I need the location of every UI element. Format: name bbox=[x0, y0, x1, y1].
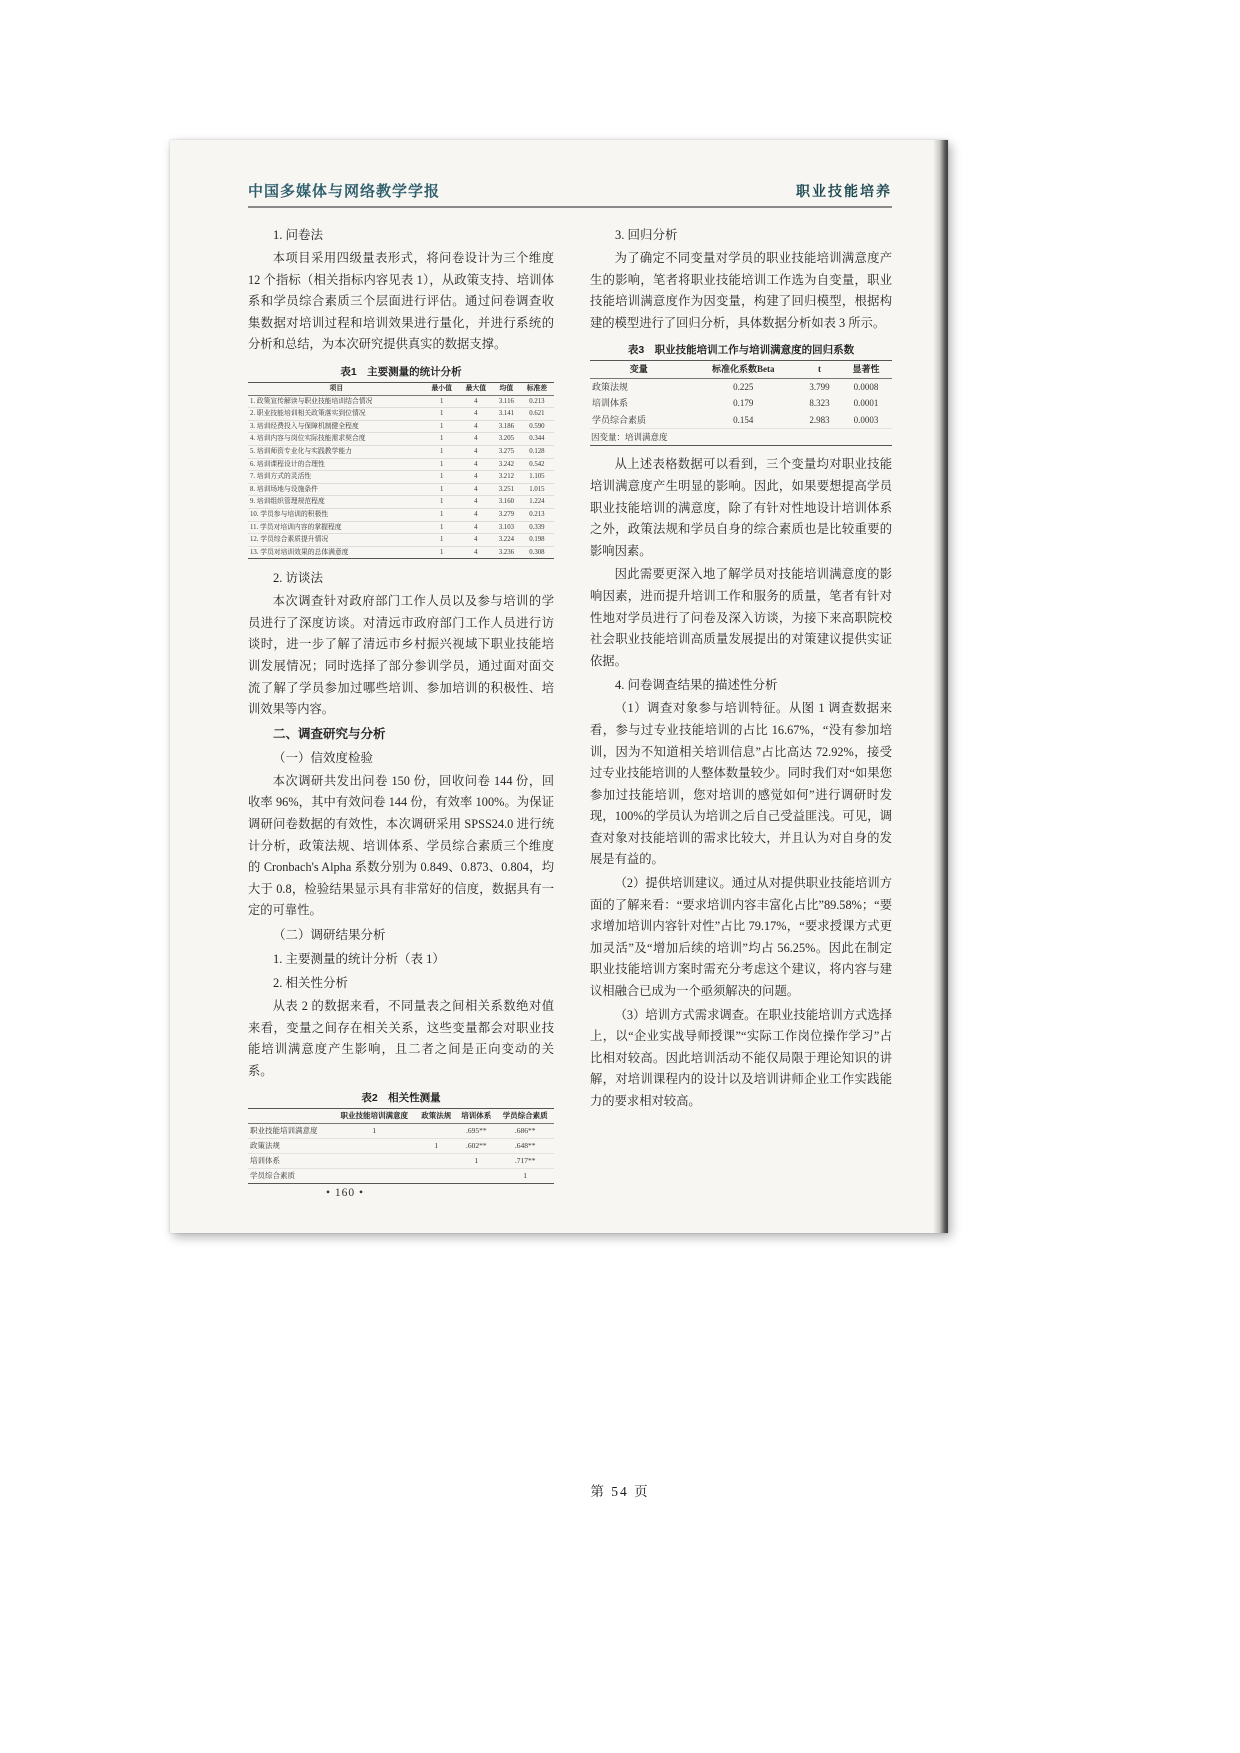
paragraph: 本次调研共发出问卷 150 份，回收问卷 144 份，回收率 96%，其中有效问卷 144 份，有效率 100%。为保证调研问卷数据的有效性，本次调研采用 SPSS24.0 进行统计分析，政策法规、培训体系、学员综合素质三个维度的 Cronbach's Alpha 系数分别为 0.849、0.873、0.804，均大于 0.8，检验结果显示具有非常好的信度，数据具有一定的可靠性。 bbox=[248, 773, 554, 918]
column-header bbox=[248, 1109, 332, 1124]
table-cell: 0.0003 bbox=[853, 414, 879, 425]
table-cell: 4 bbox=[459, 534, 493, 547]
table-cell: 政策法规 bbox=[592, 381, 629, 392]
table-row bbox=[248, 408, 554, 421]
heading-descriptive-analysis: 4. 问卷调查结果的描述性分析 bbox=[615, 678, 778, 693]
table2-title: 表2 相关性测量 bbox=[361, 1092, 441, 1105]
table-cell: 3.212 bbox=[493, 471, 520, 484]
table-row bbox=[590, 395, 892, 412]
table-cell: 1.224 bbox=[520, 496, 554, 509]
table-cell: 1 bbox=[425, 508, 459, 521]
column-header: 最小值 bbox=[425, 382, 459, 395]
table-cell: 1.015 bbox=[520, 483, 554, 496]
table-cell: 政策法规 bbox=[248, 1139, 332, 1154]
book-spine-shadow bbox=[933, 140, 948, 1233]
page-content bbox=[248, 180, 892, 1217]
table-row bbox=[248, 521, 554, 534]
left-column bbox=[248, 222, 554, 1192]
table-cell: 培训体系 bbox=[248, 1154, 332, 1169]
table-row bbox=[248, 471, 554, 484]
table-2-correlation bbox=[248, 1108, 554, 1184]
column-header: 标准化系数Beta bbox=[687, 361, 799, 379]
heading-regression-analysis: 3. 回归分析 bbox=[615, 228, 678, 242]
table-row bbox=[590, 378, 892, 395]
table-cell: 8.323 bbox=[809, 398, 830, 409]
heading-interview-method: 2. 访谈法 bbox=[273, 571, 324, 586]
table-cell: 3.141 bbox=[493, 408, 520, 421]
table-cell: 0.179 bbox=[733, 398, 754, 409]
table-cell: 0.344 bbox=[520, 433, 554, 446]
paragraph: （1）调查对象参与培训特征。从图 1 调查数据来看，参与过专业技能培训的占比 16.67%，“没有参加培训，因为不知道相关培训信息”占比高达 72.92%，接受过专业技能培训的人整体数量较少。同时我们对“如果您参加过技能培训，您对培训的感觉如何”进行调研时发现，100%的学员认为培训之后自己受益匪浅。可见，调查对象对技能培训的需求比较大，并且认为对自身的发展是有益的。 bbox=[590, 701, 892, 867]
paragraph: 本次调查针对政府部门工作人员以及参与培训的学员进行了深度访谈。对清远市政府部门工作人员进行访谈时，进一步了解了清远市乡村振兴视域下职业技能培训发展情况；同时选择了部分参训学员，通过面对面交流了解了学员参加过哪些培训、参加培训的积极性、培训效果等内容。 bbox=[248, 594, 554, 717]
table-cell: 4 bbox=[459, 420, 493, 433]
table-cell: 1 bbox=[425, 458, 459, 471]
table-header-row bbox=[248, 1109, 554, 1124]
table-cell: 4. 培训内容与岗位实际技能需求契合度 bbox=[248, 433, 425, 446]
column-header: 变量 bbox=[590, 361, 687, 379]
table-cell: .717** bbox=[496, 1154, 554, 1169]
table-cell: .695** bbox=[456, 1124, 496, 1139]
table-cell: 4 bbox=[459, 408, 493, 421]
heading-main-statistics: 1. 主要测量的统计分析（表 1） bbox=[273, 952, 445, 966]
table-cell: 1.105 bbox=[520, 471, 554, 484]
section-title: 职业技能培养 bbox=[796, 183, 892, 199]
table-cell: 1 bbox=[425, 433, 459, 446]
table-cell: 7. 培训方式的灵活性 bbox=[248, 471, 425, 484]
table-cell: 1 bbox=[425, 534, 459, 547]
table-row bbox=[248, 445, 554, 458]
table-cell: 0.213 bbox=[520, 395, 554, 408]
table-cell: 13. 学员对培训效果的总体满意度 bbox=[248, 546, 425, 559]
paragraph: （2）提供培训建议。通过从对提供职业技能培训方面的了解来看：“要求培训内容丰富化占比”89.58%；“要求增加培训内容针对性”占比 79.17%，“要求授课方式更加灵活”及“增加后续的培训”均占 56.25%。因此在制定职业技能培训方案时需充分考虑这个建议，将内容与建议相融合已成为一个亟须解决的问题。 bbox=[590, 876, 892, 999]
column-header: 最大值 bbox=[459, 382, 493, 395]
table-row bbox=[248, 546, 554, 559]
table-cell: 9. 培训组织管理规范程度 bbox=[248, 496, 425, 509]
two-column-layout bbox=[248, 222, 892, 1192]
table-3-regression bbox=[590, 360, 892, 446]
heading-reliability-validity: （一）信效度检验 bbox=[273, 750, 374, 765]
table-cell: 6. 培训课程设计的合理性 bbox=[248, 458, 425, 471]
table-cell: 1. 政策宣传解读与职业技能培训结合情况 bbox=[248, 395, 425, 408]
table-cell bbox=[332, 1154, 416, 1169]
table-row bbox=[248, 458, 554, 471]
table-cell: 0.154 bbox=[733, 414, 754, 425]
paragraph: 本项目采用四级量表形式，将问卷设计为三个维度 12 个指标（相关指标内容见表 1），从政策支持、培训体系和学员综合素质三个层面进行评估。通过问卷调查收集数据对培训过程和培训效果进行量化，并进行系统的分析和总结，为本次研究提供真实的数据支撑。 bbox=[248, 251, 554, 352]
column-header: 标准差 bbox=[520, 382, 554, 395]
table-cell: 4 bbox=[459, 445, 493, 458]
paragraph: 为了确定不同变量对学员的职业技能培训满意度产生的影响，笔者将职业技能培训工作选为自变量，职业技能培训满意度作为因变量，构建了回归模型，根据构建的模型进行了回归分析，具体数据分析如表 3 所示。 bbox=[590, 251, 892, 330]
column-header: 学员综合素质 bbox=[496, 1109, 554, 1124]
table-cell: 11. 学员对培训内容的掌握程度 bbox=[248, 521, 425, 534]
table-cell: 3.251 bbox=[493, 483, 520, 496]
right-column bbox=[590, 222, 892, 1192]
table-cell: 3.160 bbox=[493, 496, 520, 509]
table-cell: 4 bbox=[459, 433, 493, 446]
table-3-regression-grid bbox=[590, 360, 892, 428]
table-row bbox=[248, 496, 554, 509]
table-row bbox=[248, 420, 554, 433]
table3-title: 表3 职业技能培训工作与培训满意度的回归系数 bbox=[627, 344, 855, 357]
table1-title: 表1 主要测量的统计分析 bbox=[340, 365, 462, 378]
table-cell: 职业技能培训满意度 bbox=[248, 1124, 332, 1139]
table-cell: 0.0008 bbox=[853, 381, 879, 392]
table-cell: 3.279 bbox=[493, 508, 520, 521]
table-cell: 1 bbox=[425, 496, 459, 509]
table-cell: 8. 培训场地与设施条件 bbox=[248, 483, 425, 496]
table-cell bbox=[456, 1169, 496, 1184]
heading-questionnaire-method: 1. 问卷法 bbox=[273, 228, 324, 242]
column-header: t bbox=[799, 361, 840, 379]
table-1-statistics-grid bbox=[248, 382, 554, 559]
table-cell: 1 bbox=[425, 395, 459, 408]
table-cell: .648** bbox=[496, 1139, 554, 1154]
scan-page-number: 第 54 页 bbox=[590, 1484, 650, 1499]
table-cell bbox=[416, 1154, 456, 1169]
table-cell: 3.236 bbox=[493, 546, 520, 559]
table-cell: 2.983 bbox=[809, 414, 830, 425]
column-header: 职业技能培训满意度 bbox=[332, 1109, 416, 1124]
table-cell: 1 bbox=[425, 471, 459, 484]
table-cell: 4 bbox=[459, 521, 493, 534]
table-cell: 3.186 bbox=[493, 420, 520, 433]
paragraph: 从上述表格数据可以看到，三个变量均对职业技能培训满意度产生明显的影响。因此，如果要想提高学员职业技能培训的满意度，除了有针对性地设计培训体系之外，政策法规和学员自身的综合素质也是比较重要的影响因素。 bbox=[590, 457, 892, 558]
column-header: 政策法规 bbox=[416, 1109, 456, 1124]
table-cell: 0.308 bbox=[520, 546, 554, 559]
paragraph: 因此需要更深入地了解学员对技能培训满意度的影响因素，进而提升培训工作和服务的质量，笔者有针对性地对学员进行了问卷及深入访谈，为接下来高职院校社会职业技能培训高质量发展提出的对策建议提供实证依据。 bbox=[590, 567, 892, 668]
paragraph: （3）培训方式需求调查。在职业技能培训方式选择上，以“企业实战导师授课”“实际工作岗位操作学习”占比相对较高。因此培训活动不能仅局限于理论知识的讲解，对培训课程内的设计以及培训讲师企业工作实践能力的要求相对较高。 bbox=[590, 1007, 892, 1108]
table-cell: 4 bbox=[459, 496, 493, 509]
table-cell bbox=[332, 1169, 416, 1184]
table-cell: 1 bbox=[456, 1154, 496, 1169]
column-header: 均值 bbox=[493, 382, 520, 395]
table-row bbox=[248, 1169, 554, 1184]
table-cell: 4 bbox=[459, 483, 493, 496]
table-cell: 0.128 bbox=[520, 445, 554, 458]
heading-result-analysis: （二）调研结果分析 bbox=[273, 928, 386, 942]
table-row bbox=[248, 483, 554, 496]
journal-title: 中国多媒体与网络教学学报 bbox=[248, 183, 441, 200]
table-cell: 1 bbox=[425, 546, 459, 559]
table-cell: 学员综合素质 bbox=[592, 414, 647, 425]
paragraph: 从表 2 的数据来看，不同量表之间相关系数绝对值来看，变量之间存在相关关系，这些变量都会对职业技能培训满意度产生影响，且二者之间是正向变动的关系。 bbox=[248, 999, 554, 1078]
page-folio: • 160 • bbox=[326, 1187, 365, 1199]
table-cell bbox=[416, 1169, 456, 1184]
table-cell: 1 bbox=[416, 1139, 456, 1154]
table-cell: 1 bbox=[425, 445, 459, 458]
column-header: 培训体系 bbox=[456, 1109, 496, 1124]
table-cell: 3.242 bbox=[493, 458, 520, 471]
table-cell: 10. 学员参与培训的积极性 bbox=[248, 508, 425, 521]
table-cell: 1 bbox=[425, 408, 459, 421]
table-cell: 4 bbox=[459, 395, 493, 408]
table-cell: 0.198 bbox=[520, 534, 554, 547]
table-cell: 0.590 bbox=[520, 420, 554, 433]
table-cell: 3.116 bbox=[493, 395, 520, 408]
table-cell: 3.224 bbox=[493, 534, 520, 547]
table-cell: 12. 学员综合素质提升情况 bbox=[248, 534, 425, 547]
column-header: 项目 bbox=[248, 382, 425, 395]
table-cell bbox=[416, 1124, 456, 1139]
table-cell: 0.0001 bbox=[853, 398, 879, 409]
table-cell: 4 bbox=[459, 458, 493, 471]
table-cell: 3.205 bbox=[493, 433, 520, 446]
table-row bbox=[248, 508, 554, 521]
table-cell: 1 bbox=[496, 1169, 554, 1184]
table-cell: 0.225 bbox=[733, 381, 754, 392]
table-cell: 0.542 bbox=[520, 458, 554, 471]
table-note: 因变量：培训满意度 bbox=[590, 428, 892, 446]
table-cell: 4 bbox=[459, 546, 493, 559]
table-cell bbox=[332, 1139, 416, 1154]
table-cell: 培训体系 bbox=[592, 398, 629, 409]
page-header bbox=[248, 180, 892, 208]
table-cell: .602** bbox=[456, 1139, 496, 1154]
table-cell: 学员综合素质 bbox=[248, 1169, 332, 1184]
table-row bbox=[248, 395, 554, 408]
table-row bbox=[248, 1139, 554, 1154]
table-row bbox=[248, 1124, 554, 1139]
table-cell: 2. 职业技能培训相关政策落实到位情况 bbox=[248, 408, 425, 421]
table-cell: 0.213 bbox=[520, 508, 554, 521]
table-cell: 3.799 bbox=[809, 381, 830, 392]
table-cell: 3.275 bbox=[493, 445, 520, 458]
table-2-correlation-grid bbox=[248, 1108, 554, 1184]
scanned-page bbox=[170, 140, 948, 1233]
table-cell: 4 bbox=[459, 471, 493, 484]
table-cell: 3.103 bbox=[493, 521, 520, 534]
heading-correlation-analysis: 2. 相关性分析 bbox=[273, 976, 349, 990]
table-cell: 4 bbox=[459, 508, 493, 521]
table-1-statistics bbox=[248, 382, 554, 559]
table-cell: 1 bbox=[425, 420, 459, 433]
heading-survey-research: 二、调查研究与分析 bbox=[273, 726, 386, 741]
table-cell: .686** bbox=[496, 1124, 554, 1139]
table-cell: 0.621 bbox=[520, 408, 554, 421]
table-row bbox=[248, 1154, 554, 1169]
table-cell: 3. 培训经费投入与保障机制健全程度 bbox=[248, 420, 425, 433]
table-cell: 1 bbox=[425, 521, 459, 534]
table-row bbox=[248, 534, 554, 547]
table-cell: 1 bbox=[425, 483, 459, 496]
table-header-row bbox=[590, 361, 892, 379]
table-row bbox=[590, 412, 892, 429]
table-cell: 0.339 bbox=[520, 521, 554, 534]
column-header: 显著性 bbox=[840, 361, 892, 379]
table-cell: 5. 培训师资专业化与实践教学能力 bbox=[248, 445, 425, 458]
table-header-row bbox=[248, 382, 554, 395]
table-row bbox=[248, 433, 554, 446]
table-cell: 1 bbox=[332, 1124, 416, 1139]
